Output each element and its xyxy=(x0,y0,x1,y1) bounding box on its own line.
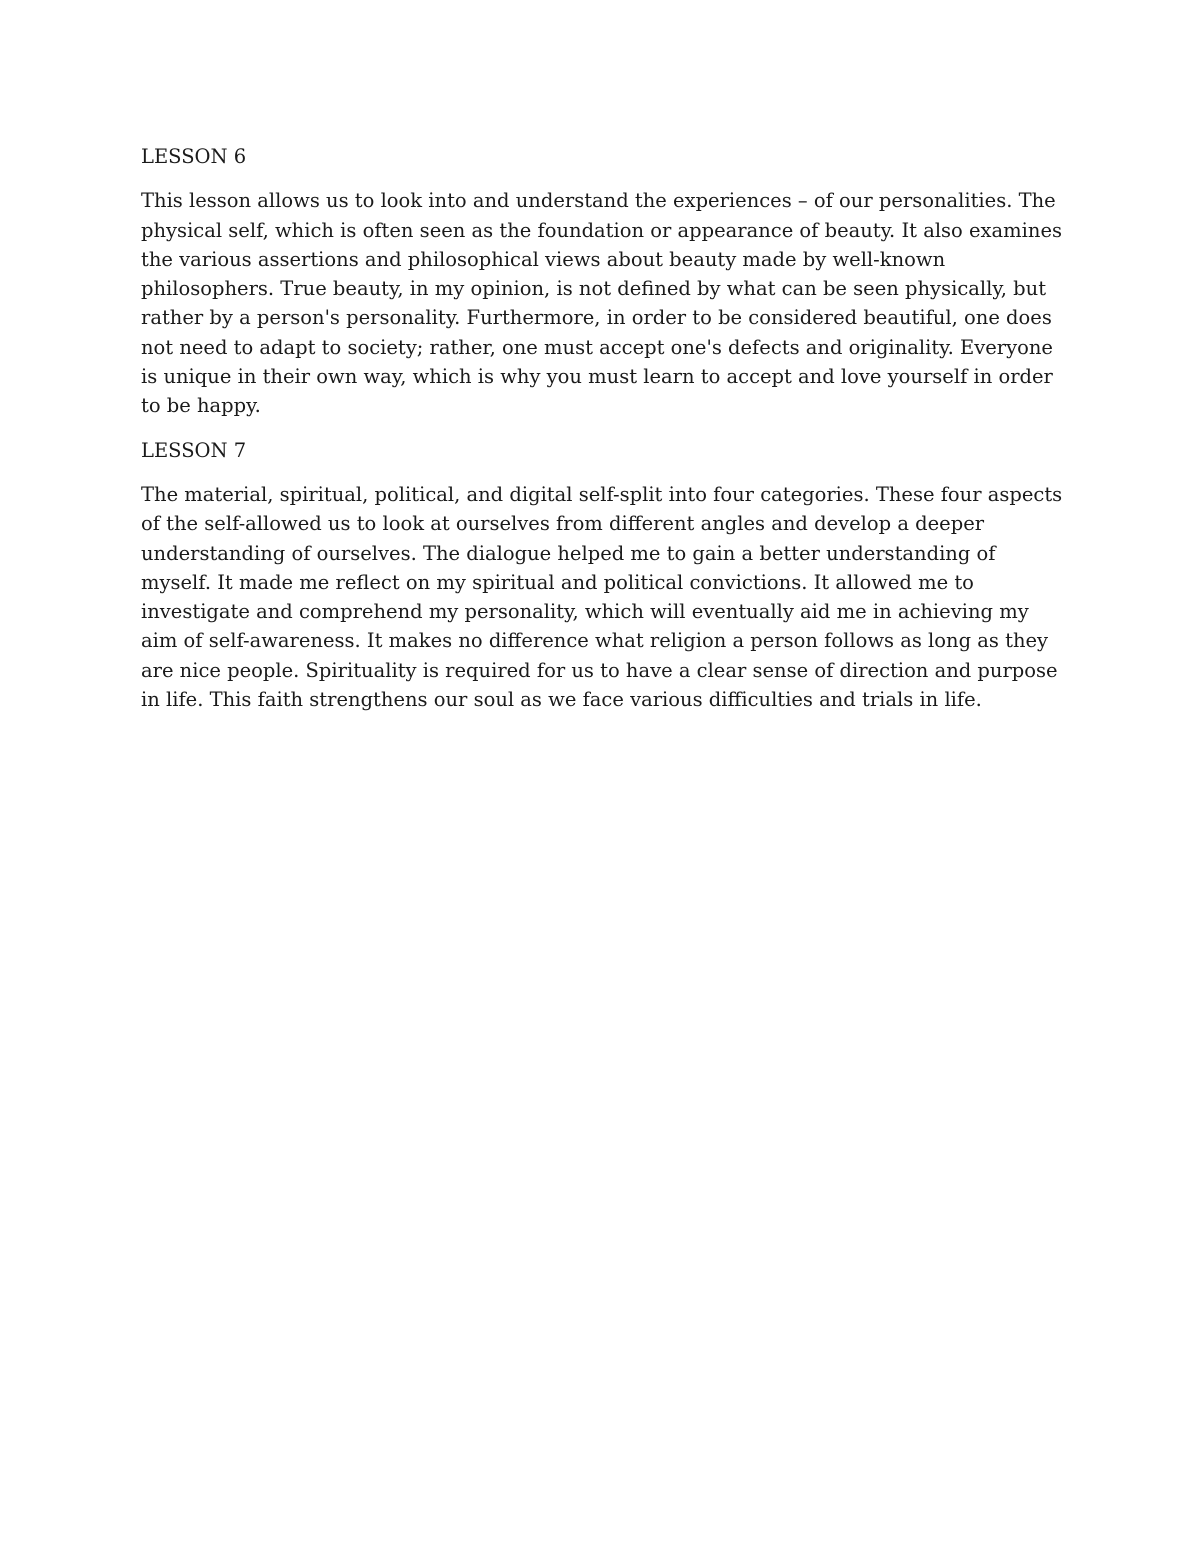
lesson-7-paragraph: The material, spiritual, political, and digital self-split into four categories. These four aspects of the self-allowed us to look at ourselves from different angles and develop a deeper understanding of ourselves. The dialogue helped me to gain a better understanding of myself. It made me reflect on my spiritual and political convictions. It allowed me to investigate and comprehend my personality, which will eventually aid me in achieving my aim of self-awareness. It makes no difference what religion a person follows as long as they are nice people. Spirituality is required for us to have a clear sense of direction and purpose in life. This faith strengthens our soul as we face various difficulties and trials in life. xyxy=(141,482,1063,712)
lesson-6-paragraph: This lesson allows us to look into and understand the experiences – of our personalities. The physical self, which is often seen as the foundation or appearance of beauty. It also examines the various assertions and philosophical views about beauty made by well-known philosophers. True beauty, in my opinion, is not defined by what can be seen physically, but rather by a person's personality. Furthermore, in order to be considered beautiful, one does not need to adapt to society; rather, one must accept one's defects and originality. Everyone is unique in their own way, which is why you must learn to accept and love yourself in order to be happy. xyxy=(141,189,1062,418)
lesson-6-heading: LESSON 6 xyxy=(141,145,247,168)
lesson-7-heading: LESSON 7 xyxy=(141,438,247,462)
document-body xyxy=(141,142,1066,729)
